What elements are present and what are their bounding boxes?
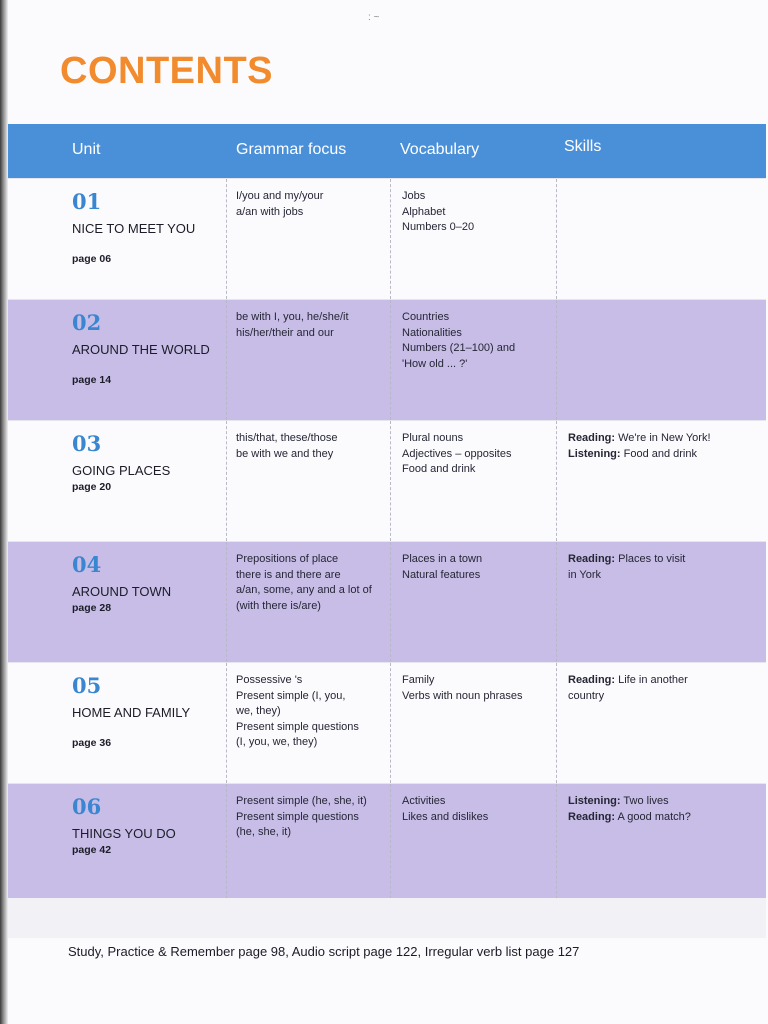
grammar-line: (I, you, we, they) [236, 736, 318, 748]
vocabulary-line: Nationalities [402, 326, 462, 339]
vocabulary-line: 'How old ... ?' [402, 357, 468, 370]
grammar-line: a/an, some, any and a lot of [236, 584, 372, 596]
vocabulary-line: Natural features [402, 568, 481, 581]
scan-mark: : ~ [368, 12, 380, 23]
grammar-cell [236, 310, 349, 341]
skill-text: Two lives [620, 795, 669, 807]
table-row [8, 420, 766, 541]
grammar-line: a/an with jobs [236, 205, 304, 218]
skills-line [568, 810, 691, 826]
table-row [8, 662, 766, 783]
column-divider [556, 179, 557, 299]
skills-cell [568, 794, 691, 825]
column-divider [556, 421, 557, 541]
header-vocabulary: Vocabulary [400, 141, 480, 158]
skill-text: We're in New York! [615, 432, 711, 444]
vocabulary-line: Family [402, 674, 435, 686]
vocabulary-line: Food and drink [402, 463, 476, 475]
grammar-cell [236, 794, 367, 841]
unit-number: 02 [72, 310, 102, 335]
column-divider [226, 542, 227, 662]
skills-line [568, 431, 711, 447]
skill-label: Reading: [568, 432, 616, 444]
vocabulary-line: Plural nouns [402, 432, 464, 444]
vocabulary-cell [402, 673, 522, 704]
vocabulary-cell [402, 431, 511, 478]
grammar-line: this/that, these/those [236, 432, 338, 444]
footer-band [8, 898, 766, 938]
grammar-line: Present simple questions [236, 720, 359, 733]
unit-page: page 06 [72, 253, 112, 265]
table-header [8, 124, 766, 178]
footer-references: Study, Practice & Remember page 98, Audio script page 122, Irregular verb list page 127 [68, 944, 580, 959]
column-divider [390, 784, 391, 904]
skill-label: Reading: [568, 674, 616, 686]
unit-page: page 28 [72, 602, 112, 614]
skills-cell [568, 431, 711, 462]
table-body [8, 178, 766, 904]
column-divider [390, 663, 391, 783]
column-divider [390, 421, 391, 541]
skills-line [568, 673, 688, 689]
skill-label: Listening: [568, 447, 621, 460]
grammar-line: be with I, you, he/she/it [236, 311, 349, 323]
table-row [8, 299, 766, 420]
unit-title: GOING PLACES [72, 463, 171, 478]
vocabulary-line: Jobs [402, 190, 426, 202]
unit-number: 05 [72, 673, 102, 698]
skills-line [568, 689, 688, 705]
column-divider [226, 784, 227, 904]
table-row [8, 541, 766, 662]
unit-page: page 36 [72, 737, 112, 749]
unit-page: page 20 [72, 481, 112, 493]
grammar-line: (with there is/are) [236, 599, 321, 612]
skill-text: Life in another [615, 674, 688, 686]
grammar-line: his/her/their and our [236, 326, 334, 339]
vocabulary-line: Alphabet [402, 205, 446, 218]
page-title: CONTENTS [60, 50, 273, 92]
header-skills: Skills [564, 138, 602, 155]
skills-line [568, 794, 691, 810]
skill-label: Listening: [568, 795, 621, 807]
header-grammar: Grammar focus [236, 141, 347, 158]
contents-table [8, 124, 766, 904]
grammar-line: Possessive 's [236, 674, 303, 686]
unit-number: 03 [72, 431, 102, 456]
skills-cell [568, 552, 685, 583]
vocabulary-line: Countries [402, 311, 450, 323]
grammar-line: be with we and they [236, 447, 334, 460]
vocabulary-cell [402, 552, 482, 583]
grammar-line: there is and there are [236, 568, 341, 581]
unit-number: 01 [72, 189, 102, 214]
skill-text: in York [568, 568, 602, 581]
vocabulary-line: Places in a town [402, 553, 483, 565]
column-divider [390, 300, 391, 420]
grammar-line: (he, she, it) [236, 826, 292, 838]
vocabulary-line: Likes and dislikes [402, 810, 489, 823]
unit-number: 04 [72, 552, 102, 577]
skills-cell [568, 673, 688, 704]
skill-text: Food and drink [620, 447, 697, 460]
unit-title: AROUND THE WORLD [72, 342, 210, 357]
column-divider [226, 300, 227, 420]
grammar-cell [236, 189, 323, 220]
unit-page: page 42 [72, 844, 112, 856]
header-unit: Unit [72, 141, 101, 158]
column-divider [390, 542, 391, 662]
grammar-line: we, they) [236, 705, 281, 717]
vocabulary-cell [402, 189, 474, 236]
grammar-line: Present simple (I, you, [236, 689, 346, 702]
grammar-cell [236, 552, 372, 614]
table-row [8, 783, 766, 904]
unit-number: 06 [72, 794, 102, 819]
column-divider [226, 663, 227, 783]
grammar-cell [236, 673, 359, 751]
skills-line [568, 552, 685, 568]
grammar-line: Prepositions of place [236, 553, 339, 565]
column-divider [226, 179, 227, 299]
unit-title: NICE TO MEET YOU [72, 221, 196, 236]
grammar-cell [236, 431, 338, 462]
skill-text: country [568, 689, 605, 702]
vocabulary-line: Numbers (21–100) and [402, 342, 516, 354]
vocabulary-line: Activities [402, 795, 446, 807]
column-divider [556, 784, 557, 904]
column-divider [556, 663, 557, 783]
vocabulary-line: Adjectives – opposites [402, 447, 512, 460]
grammar-line: Present simple (he, she, it) [236, 795, 367, 807]
skills-line [568, 447, 711, 463]
vocabulary-line: Numbers 0–20 [402, 221, 475, 233]
vocabulary-line: Verbs with noun phrases [402, 689, 523, 702]
skills-line [568, 568, 685, 584]
unit-page: page 14 [72, 374, 112, 386]
grammar-line: Present simple questions [236, 810, 359, 823]
table-row [8, 178, 766, 299]
vocabulary-cell [402, 310, 515, 372]
column-divider [556, 542, 557, 662]
column-divider [390, 179, 391, 299]
unit-title: HOME AND FAMILY [72, 705, 191, 720]
skill-text: Places to visit [615, 553, 686, 565]
column-divider [556, 300, 557, 420]
grammar-line: I/you and my/your [236, 190, 324, 202]
skill-label: Reading: [568, 553, 616, 565]
page-edge-shadow [0, 0, 8, 1024]
unit-title: THINGS YOU DO [72, 826, 176, 841]
unit-title: AROUND TOWN [72, 584, 172, 599]
skill-text: A good match? [615, 810, 691, 823]
column-divider [226, 421, 227, 541]
skill-label: Reading: [568, 810, 616, 823]
vocabulary-cell [402, 794, 488, 825]
